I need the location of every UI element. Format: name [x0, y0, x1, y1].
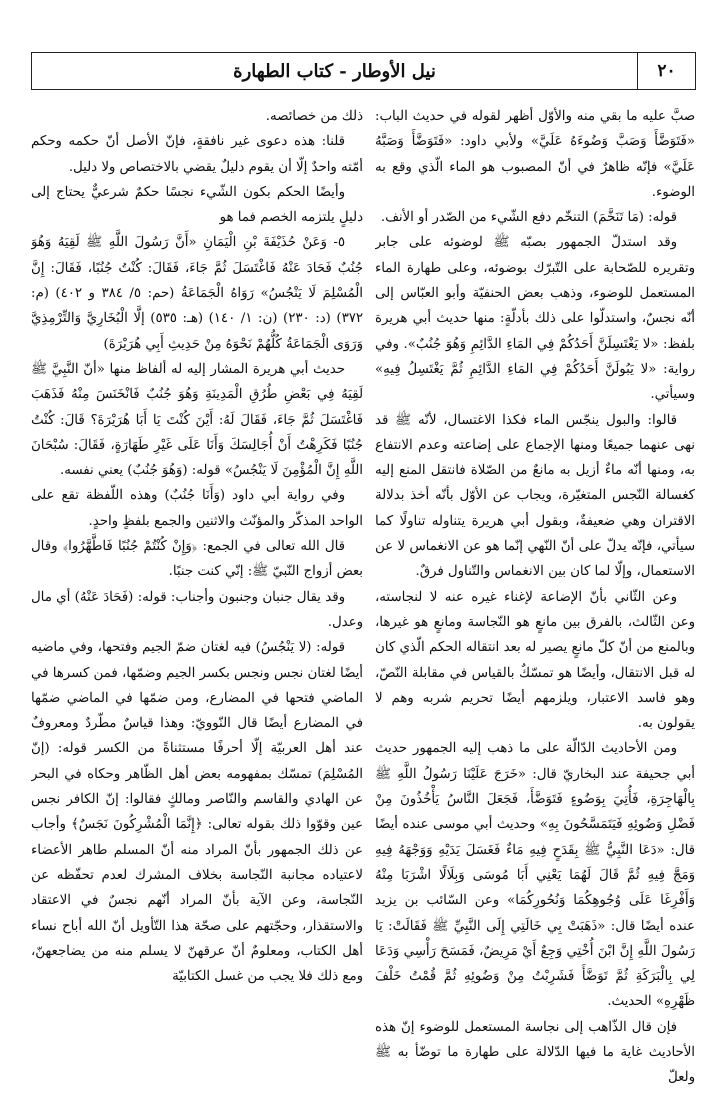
paragraph: قوله: (مَا تَنَخَّمَ) التنخّم دفع الشّيء من الصّدر أو الأنف. — [380, 210, 677, 226]
paragraph: قوله: (لا يَنْجُسُ) فيه لغتان ضمّ الجيم وفتحها، وفي ماضيه أيضًا لغتان نجس ونجس بكسر الجيم وضمّها، فمن كسرها في الماضي فتحها في المضارع، ومن ضمّها في الماضي ضمّها في المضارع أيضًا قال النّوويّ: وهذا قياسٌ مطّردٌ ومعروفٌ عند أهل العربيّة إلّا أحرفًا مستثناةً من الكسر قوله: (إنّ المُسْلِمَ) تمسّك بمفهومه بعض أهل الظّاهر وحكاه في البحر عن الهادي والقاسم والنّاصر ومالكٍ فقالوا: إنّ الكافر نجس عين وقوّوا ذلك بقوله تعالى: ﴿إِنَّمَا الْمُشْرِكُونَ نَجَسٌ﴾ وأجاب عن ذلك الجمهور بأنّ المراد منه أنّ المسلم طاهر الأعضاء لاعتياده مجانبة النّجاسة بخلاف المشرك لعدم تحفّظه عن النّجاسة، وعن الآية بأنّ المراد أنّهم نجسٌ في الاعتقاد والاستقذار، وحجّتهم على صحّة هذا التّأويل أنّ الله أباح نساء أهل الكتاب، ومعلومٌ أنّ عرقهنّ لا يسلم منه من يضاجعهنّ، ومع ذلك فلا يجب من غسل الكتابيّة — [31, 640, 363, 985]
paragraph: قالوا: والبول ينجّس الماء فكذا الاغتسال، لأنّه ﷺ قد نهى عنهما جميعًا ومنها الإجماع على إضاعته وعدم الانتفاع به، ومنها أنّه ماءٌ أزيل به مانعٌ من الصّلاة فانتقل المنع إليه كغسالة النّجس المتغيّرة، ويجاب عن الأوّل بأنّه أخذ بدلالة الاقتران وهي ضعيفةٌ، وبقول أبي هريرة يتناوله تناولًا كما سيأتي، فإنّه يدلّ على أنّ النّهي إنّما هو عن الانغماس لا عن الاستعمال، وإلّا لما كان بين الانغماس والتّناول فرقٌ. — [375, 412, 695, 580]
paragraph: حديث أبي هريرة المشار إليه له ألفاظ منها «أنّ النَّبِيَّ ﷺ لَقِيَهُ فِي بَعْضِ طُرُقِ الْمَدِينَةِ وَهُوَ جُنُبٌ فَانْخَنَسَ مِنْهُ فَذَهَبَ فَاغْتَسَلَ ثُمَّ جَاءَ، فَقَالَ لَهُ: أَيْنَ كُنْتَ يَا أَبَا هُرَيْرَةَ؟ قَالَ: كُنْتُ جُنُبًا فَكَرِهْتُ أَنْ أُجَالِسَكَ وَأَنَا عَلَى غَيْرِ طَهَارَةٍ، فَقَالَ: سُبْحَانَ اللَّهِ إِنَّ الْمُؤْمِنَ لَا يَنْجُسُ» قوله: (وَهُوَ جُنُبٌ) يعني نفسه. — [31, 361, 363, 479]
paragraph: فإن قال الذّاهب إلى نجاسة المستعمل للوضوء إنّ هذه الأحاديث غاية ما فيها الدّلالة على طهارة ما توضّأ به ﷺ ولعلّ — [375, 1019, 695, 1086]
paragraph: قال الله تعالى في الجمع: ﴿وَإِنْ كُنْتُمْ جُنُبًا فَاطَّهَّرُوا﴾ وقال بعض أزواج النّبيّ ﷺ: إنّي كنت جنبًا. — [31, 539, 363, 580]
paragraph: ذلك من خصائصه. — [265, 109, 363, 124]
page-header — [31, 52, 696, 90]
page-number: ٢٠ — [637, 53, 695, 89]
running-title: نيل الأوطار - كتاب الطهارة — [233, 60, 436, 82]
hadith-text: ٥- وَعَنْ حُذَيْفَةَ بْنِ الْيَمَانِ «أَنَّ رَسُولَ اللَّهِ ﷺ لَقِيَهُ وَهُوَ جُنُبٌ فَحَادَ عَنْهُ فَاغْتَسَلَ ثُمَّ جَاءَ، فَقَالَ: كُنْتُ جُنُبًا، فَقَالَ: إِنَّ الْمُسْلِمَ لَا يَنْجُسُ» رَوَاهُ الْجَمَاعَةُ (حم: ٥/ ٣٨٤ و ٤٠٢) (م: ٣٧٢) (د: ٢٣٠) (ن: ١/ ١٤٠) (هـ: ٥٣٥) إلَّا الْبُخَارِيَّ وَالتِّرْمِذِيَّ وَرَوَى الْجَمَاعَةُ كُلُّهُمْ نَحْوَهُ مِنْ حَدِيثِ أَبِي هُرَيْرَةَ) — [31, 235, 363, 352]
paragraph: وفي رواية أبي داود (وَأَنَا جُنُبٌ) وهذه اللّفظة تقع على الواحد المذكّر والمؤنّث والاثنين والجمع بلفظٍ واحدٍ. — [31, 488, 363, 529]
paragraph: وعن الثّاني بأنّ الإضاعة لإغناء غيره عنه لا لنجاسته، وعن الثّالث، بالفرق بين مانعٍ هو النّجاسة ومانعٍ هو غيرها، وبالمنع من أنّ كلّ مانعٍ يصير له بعد انتقاله الحكم الّذي كان له قبل الانتقال، وأيضًا هو تمسّكٌ بالقياس في مقابلة النّصّ، وهو فاسد الاعتبار، ويلزمهم أيضًا تحريم شربه وهم لا يقولون به. — [375, 589, 695, 732]
right-column — [375, 104, 695, 1094]
paragraph: وقد استدلّ الجمهور بصبّه ﷺ لوضوئه على جابر وتقريره للصّحابة على التّبرّك بوضوئه، وعلى طهارة الماء المستعمل للوضوء، وذهب بعض الحنفيّة وأبو العبّاس إلى أنّه نجسٌ، واستدلّوا على ذلك بأدلّةٍ: منها حديث أبي هريرة بلفظ: «لا يَغْتَسِلَنَّ أَحَدُكُمْ فِي المَاءِ الدَّائِمِ وَهُوَ جُنُبٌ». وفي رواية: «لا يَبُولَنَّ أَحَدُكُمْ فِي المَاءِ الدَّائِمِ ثُمَّ يَغْتَسِلُ فِيهِ» وسيأتي. — [375, 235, 695, 403]
paragraph: وقد يقال جنبان وجنبون وأجناب: قوله: (فَحَادَ عَنْهُ) أي مال وعدل. — [31, 589, 363, 630]
left-column — [31, 104, 363, 1094]
paragraph: وأيضًا الحكم بكون الشّيء نجسًا حكمٌ شرعيٌّ يحتاج إلى دليلٍ يلتزمه الخصم فما هو — [31, 184, 363, 226]
paragraph: قلنا: هذه دعوى غير نافقةٍ، فإنّ الأصل أنّ حكمه وحكم أمّته واحدٌ إلّا أن يقوم دليلٌ يقضي بالاختصاص ولا دليل. — [31, 134, 363, 175]
paragraph: ومن الأحاديث الدّالّة على ما ذهب إليه الجمهور حديث أبي جحيفة عند البخاريّ قال: «خَرَجَ عَلَيْنَا رَسُولُ اللَّهِ ﷺ بِالْهَاجِرَةِ، فَأُتِيَ بِوَضُوءٍ فَتَوَضَّأَ، فَجَعَلَ النَّاسُ يَأْخُذُونَ مِنْ فَضْلِ وَضُوئِهِ فَيَتَمَسَّحُونَ بِهِ» وحديث أبي موسى عنده أيضًا قال: «دَعَا النَّبِيُّ ﷺ بِقَدَحٍ فِيهِ مَاءٌ فَغَسَلَ يَدَيْهِ وَوَجْهَهُ فِيهِ وَمَجَّ فِيهِ ثُمَّ قَالَ لَهُمَا يَعْنِي أَبَا مُوسَى وَبِلَالًا اشْرَبَا مِنْهُ وَأَفْرِغَا عَلَى وُجُوهِكُمَا وَنُحُورِكُمَا» وعن السّائب بن يزيد عنده أيضًا قال: «ذَهَبَتْ بِي خَالَتِي إِلَى النَّبِيِّ ﷺ فَقَالَتْ: يَا رَسُولَ اللَّهِ إِنَّ ابْنَ أُخْتِي وَجِعٌ أَيْ مَرِيضٌ، فَمَسَحَ رَأْسِي وَدَعَا لِي بِالْبَرَكَةِ ثُمَّ تَوَضَّأَ فَشَرِبْتُ مِنْ وَضُوئِهِ ثُمَّ قُمْتُ خَلْفَ ظَهْرِهِ» الحديث. — [375, 741, 695, 1010]
paragraph: صبَّ عليه ما بقي منه والأوّل أظهر لقوله في حديث الباب: «فَتَوَضَّأَ وَصَبَّ وَضُوءَهُ عَلَيَّ» ولأبي داود: «فَتَوَضَّأَ وَصَبَّهُ عَلَيَّ» فإنّه ظاهرٌ في أنّ المصبوب هو الماء الّذي وقع به الوضوء. — [375, 109, 695, 200]
